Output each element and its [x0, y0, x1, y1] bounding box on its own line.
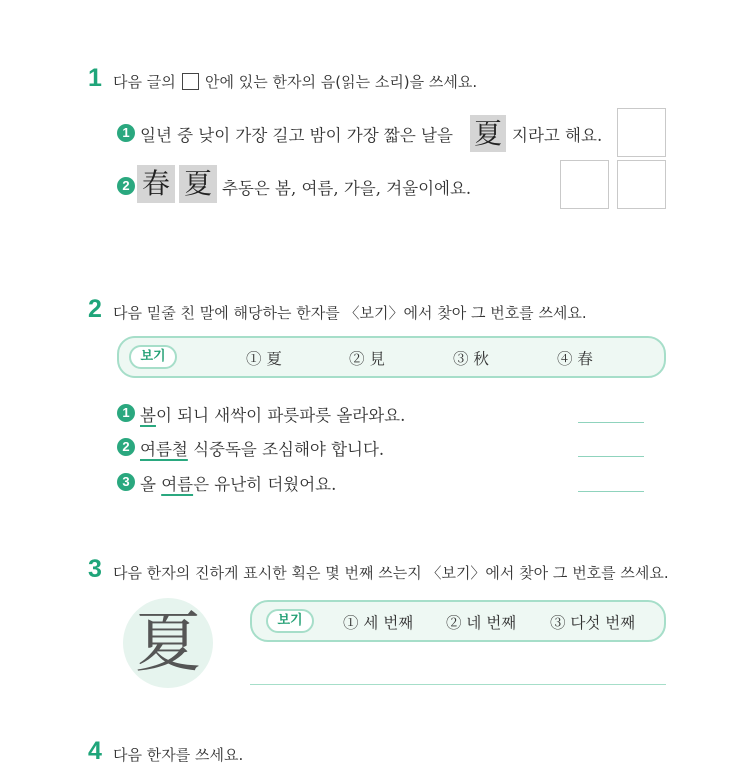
bogi-label: 보기: [266, 609, 314, 633]
bogi-option: ③ 다섯 번째: [550, 614, 636, 632]
bogi-box: [250, 600, 666, 642]
question-4-instruction: 다음 한자를 쓰세요.: [113, 746, 244, 764]
answer-line[interactable]: [578, 422, 644, 423]
item-badge: 3: [117, 473, 135, 491]
question-4-number: 4: [88, 737, 102, 765]
underlined-word: 봄: [140, 406, 156, 425]
item-badge: 2: [117, 177, 135, 195]
sentence-rest: 이 되니 새싹이 파릇파릇 올라와요.: [155, 406, 406, 425]
bogi-option: ② 見: [349, 350, 385, 368]
hanja-highlight: 夏: [470, 115, 506, 152]
blank-box-icon: [182, 73, 199, 90]
question-2-number: 2: [88, 295, 102, 323]
question-1-instruction-post: 안에 있는 한자의 음(읽는 소리)을 쓰세요.: [205, 73, 478, 91]
bogi-option: ① 세 번째: [343, 614, 414, 632]
bogi-option: ③ 秋: [453, 350, 489, 368]
underlined-word: 여름철: [140, 440, 188, 459]
answer-box[interactable]: [617, 160, 666, 209]
answer-box[interactable]: [560, 160, 609, 209]
sentence-pre: 올: [140, 475, 162, 494]
question-1-instruction-pre: 다음 글의: [113, 73, 176, 91]
bogi-box: [117, 336, 666, 378]
item-badge: 1: [117, 124, 135, 142]
hanja-highlight: 春: [137, 165, 175, 203]
q2-item2-text: [140, 436, 384, 460]
q2-item1-text: [140, 402, 405, 426]
q1-item1-text-pre: 일년 중 낮이 가장 길고 밤이 가장 짧은 날을: [140, 126, 453, 145]
bogi-option: ④ 春: [557, 350, 593, 368]
answer-line[interactable]: [578, 491, 644, 492]
q1-item1-text-post: 지라고 해요.: [512, 126, 603, 145]
hanja-highlight: 夏: [179, 165, 217, 203]
answer-line[interactable]: [578, 456, 644, 457]
item-badge: 2: [117, 438, 135, 456]
bogi-option: ① 夏: [246, 350, 282, 368]
sentence-rest: 은 유난히 더웠어요.: [193, 475, 337, 494]
stroke-order-hanja: 夏: [123, 598, 213, 688]
answer-line[interactable]: [250, 684, 666, 685]
question-1-number: 1: [88, 64, 102, 92]
question-3-instruction: 다음 한자의 진하게 표시한 획은 몇 번째 쓰는지 〈보기〉에서 찾아 그 번호를 쓰세요.: [113, 564, 669, 582]
sentence-rest: 식중독을 조심해야 합니다.: [187, 440, 385, 459]
underlined-word: 여름: [161, 475, 194, 494]
q1-item2-text: 추동은 봄, 여름, 가을, 겨울이에요.: [222, 179, 472, 198]
bogi-option: ② 네 번째: [446, 614, 517, 632]
question-3-number: 3: [88, 555, 102, 583]
answer-box[interactable]: [617, 108, 666, 157]
item-badge: 1: [117, 404, 135, 422]
question-2-instruction: 다음 밑줄 친 말에 해당하는 한자를 〈보기〉에서 찾아 그 번호를 쓰세요.: [113, 304, 587, 322]
bogi-label: 보기: [129, 345, 177, 369]
q2-item3-text: [140, 471, 336, 495]
